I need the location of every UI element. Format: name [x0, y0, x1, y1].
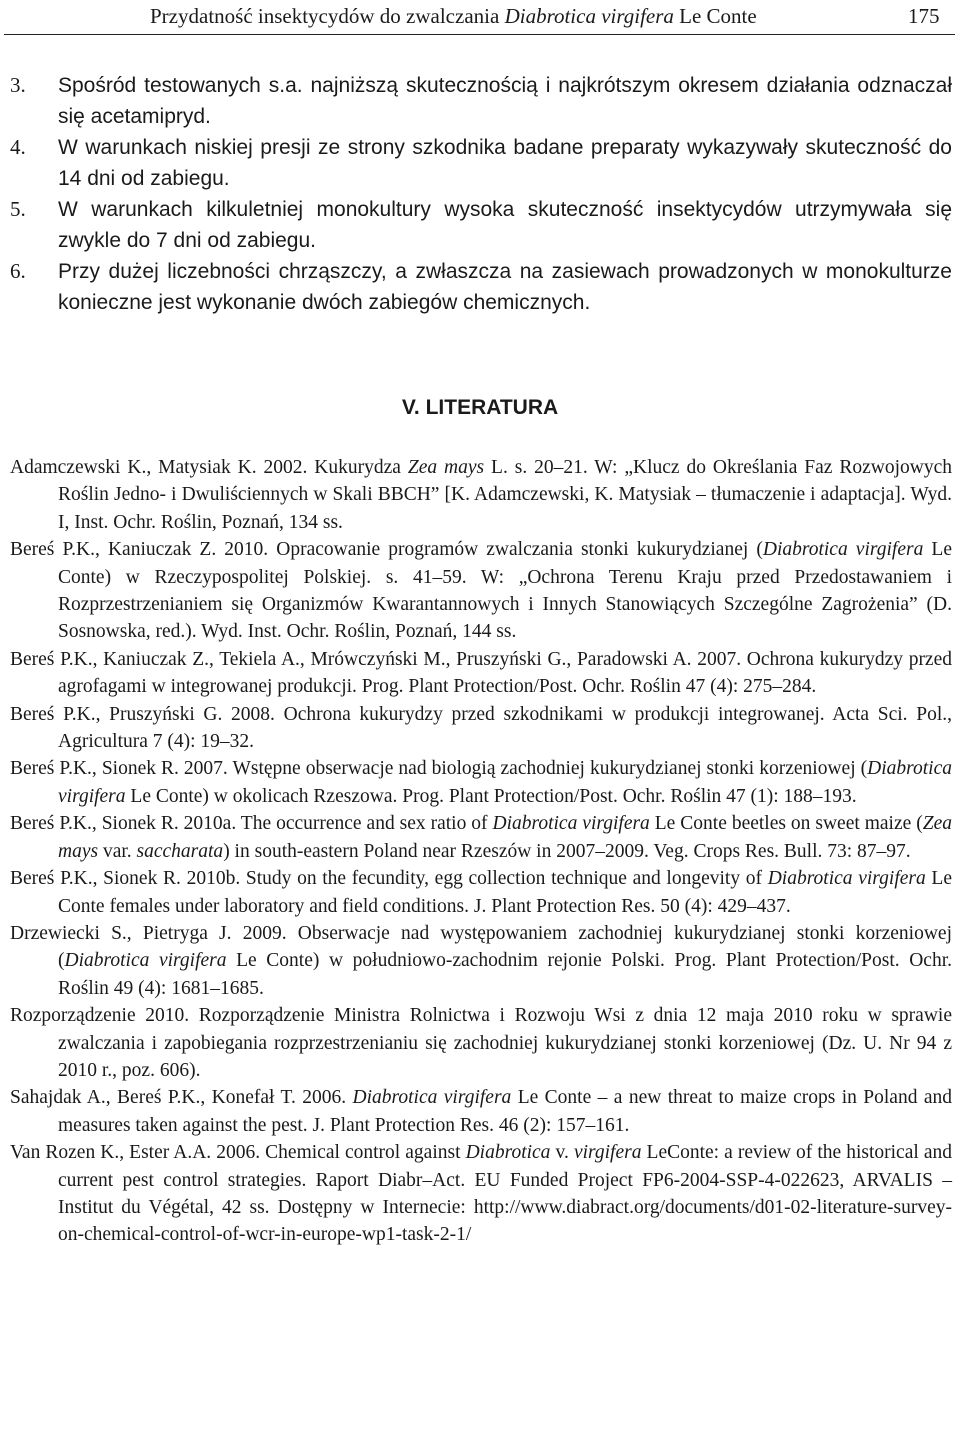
conclusion-text: Spośród testowanych s.a. najniższą skutecznością i najkrótszym okresem działania odznaczał się acetamipryd.: [58, 74, 952, 128]
reference-italic-text: Diabrotica virgifera: [762, 539, 924, 561]
reference-entry: [10, 1002, 952, 1084]
reference-italic-text: Diabrotica virgifera: [64, 950, 227, 972]
reference-text: Bereś P.K., Sionek R. 2007. Wstępne obserwacje nad biologią zachodniej kukurydzianej stonki korzeniowej (: [10, 758, 868, 780]
running-title-author: Le Conte: [673, 4, 757, 28]
reference-italic-text: Diabrotica virgifera: [58, 758, 952, 807]
conclusion-item: [10, 194, 952, 256]
reference-entry: [10, 920, 952, 1002]
reference-text: Sahajdak A., Bereś P.K., Konefał T. 2006.: [10, 1087, 353, 1109]
running-title-species: Diabrotica virgifera: [504, 4, 674, 28]
reference-list: [10, 454, 952, 1249]
reference-text: Bereś P.K., Sionek R. 2010b. Study on the fecundity, egg collection technique and longevity of: [10, 868, 768, 890]
reference-text: Adamczewski K., Matysiak K. 2002. Kukurydza: [10, 457, 408, 478]
conclusion-item: [10, 132, 952, 194]
reference-entry: [10, 701, 952, 756]
reference-text: L. s. 20–21. W: „Klucz do Określania Faz Rozwojowych Roślin Jedno- i Dwuliściennych w Skali BBCH” [K. Adamczewski, K. Matysiak – tłumaczenie i adaptacja]. Wyd. I, Inst. Ochr. Roślin, Poznań, 134 ss.: [58, 457, 952, 533]
reference-italic-text: Zea mays: [58, 813, 952, 862]
reference-text: Bereś P.K., Kaniuczak Z., Tekiela A., Mrówczyński M., Pruszyński G., Paradowski A. 2007. Ochrona kukurydzy przed agrofagami w integrowanej produkcji. Prog. Plant Protection/Post. Ochr. Roślin 47 (4): 275–284.: [10, 648, 952, 698]
reference-italic-text: virgifera: [573, 1142, 642, 1164]
reference-text: LeConte: a review of the historical and current pest control strategies. Raport Diabr–Act. EU Funded Project FP6-2004-SSP-4-022623, ARVALIS – Institut du Végétal, 42 ss. Dostępny w Internecie: http://www.diabract.org/documents/d01-02-literature-survey-on-chemical-control-of-wcr-in-europe-wp1-task-2-1/: [58, 1142, 953, 1246]
reference-text: Drzewiecki S., Pietryga J. 2009. Obserwacje nad występowaniem zachodniej kukurydzianej stonki korzeniowej (: [10, 922, 952, 972]
reference-entry: [10, 865, 952, 920]
conclusion-number: 5.: [10, 197, 26, 221]
reference-italic-text: Diabrotica virgifera: [352, 1087, 512, 1109]
conclusion-number: 6.: [10, 259, 26, 283]
running-header: [0, 0, 960, 34]
reference-entry: [10, 810, 952, 865]
conclusions-list: [10, 70, 952, 318]
conclusion-text: Przy dużej liczebności chrząszczy, a zwłaszcza na zasiewach prowadzonych w monokulturze konieczne jest wykonanie dwóch zabiegów chemicznych.: [58, 260, 952, 314]
reference-text: Le Conte beetles on sweet maize (: [649, 813, 923, 835]
reference-text: Le Conte) w okolicach Rzeszowa. Prog. Plant Protection/Post. Ochr. Roślin 47 (1): 188–193.: [125, 785, 857, 807]
page-number: 175: [908, 4, 940, 28]
conclusion-text: W warunkach niskiej presji ze strony szkodnika badane preparaty wykazywały skuteczność do 14 dni od zabiegu.: [58, 136, 952, 190]
reference-text: Le Conte females under laboratory and field conditions. J. Plant Protection Res. 50 (4): 429–437.: [58, 868, 952, 917]
reference-text: var.: [98, 840, 137, 862]
reference-entry: [10, 454, 952, 536]
reference-entry: [10, 1084, 952, 1139]
reference-italic-text: saccharata: [136, 840, 224, 862]
reference-text: Bereś P.K., Sionek R. 2010a. The occurrence and sex ratio of: [10, 813, 493, 835]
reference-italic-text: Diabrotica: [465, 1142, 551, 1164]
reference-entry: [10, 646, 952, 701]
running-title-text: Przydatność insektycydów do zwalczania: [150, 4, 505, 28]
conclusion-item: [10, 70, 952, 132]
conclusion-number: 3.: [10, 73, 26, 97]
reference-italic-text: Diabrotica virgifera: [767, 868, 926, 890]
reference-text: Rozporządzenie 2010. Rozporządzenie Ministra Rolnictwa i Rozwoju Wsi z dnia 12 maja 2010 roku w sprawie zwalczania i zapobiegania rozprzestrzenianiu się zachodniej kukurydzianej stonki korzeniowej (Dz. U. Nr 94 z 2010 r., poz. 606).: [10, 1005, 952, 1081]
running-title: [150, 4, 757, 29]
reference-text: Le Conte – a new threat to maize crops in Poland and measures taken against the pest. J. Plant Protection Res. 46 (2): 157–161.: [58, 1087, 952, 1136]
reference-entry: [10, 536, 952, 646]
reference-entry: [10, 1139, 952, 1249]
header-rule: [4, 34, 955, 35]
reference-text: Van Rozen K., Ester A.A. 2006. Chemical control against: [10, 1142, 466, 1164]
reference-italic-text: Diabrotica virgifera: [492, 813, 650, 835]
reference-text: Bereś P.K., Kaniuczak Z. 2010. Opracowanie programów zwalczania stonki kukurydzianej (: [10, 539, 763, 561]
conclusion-text: W warunkach kilkuletniej monokultury wysoka skuteczność insektycydów utrzymywała się zwykle do 7 dni od zabiegu.: [58, 198, 952, 252]
reference-text: ) in south-eastern Poland near Rzeszów in 2007–2009. Veg. Crops Res. Bull. 73: 87–97.: [223, 840, 911, 862]
reference-text: v.: [550, 1142, 574, 1164]
conclusion-item: [10, 256, 952, 318]
section-title: V. LITERATURA: [401, 396, 559, 419]
reference-entry: [10, 755, 952, 810]
reference-text: Le Conte) w południowo-zachodnim rejonie Polski. Prog. Plant Protection/Post. Ochr. Roślin 49 (4): 1681–1685.: [58, 950, 953, 999]
conclusion-number: 4.: [10, 135, 26, 159]
reference-text: Bereś P.K., Pruszyński G. 2008. Ochrona kukurydzy przed szkodnikami w produkcji integrowanej. Acta Sci. Pol., Agricultura 7 (4): 19–32.: [10, 703, 952, 753]
reference-italic-text: Zea mays: [407, 457, 485, 478]
reference-text: Le Conte) w Rzeczypospolitej Polskiej. s. 41–59. W: „Ochrona Terenu Kraju przed Przedostawaniem i Rozprzestrzenianiem się Organizmów Kwarantannowych i Innych Stanowiących Szczególne Zagrożenia” (D. Sosnowska, red.). Wyd. Inst. Ochr. Roślin, Poznań, 144 ss.: [58, 539, 952, 643]
